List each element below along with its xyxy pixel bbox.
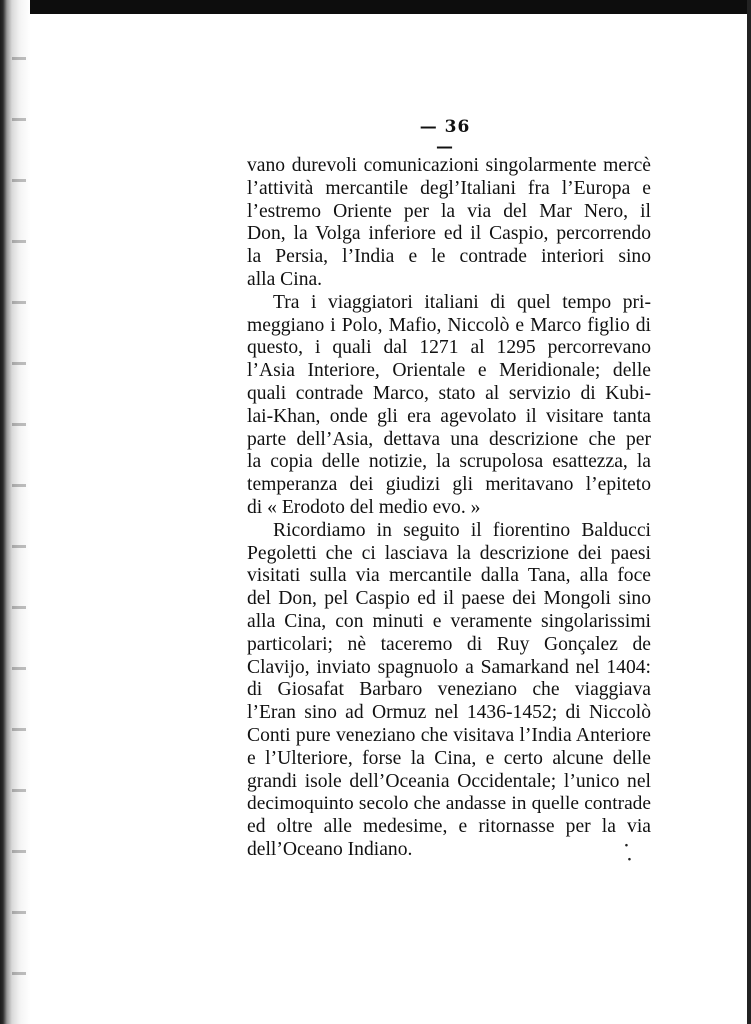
text-line: decimoquinto secolo che andasse in quelle contrade [247,793,651,815]
text-line: grandi isole dell’Oceania Occidentale; l’unico nel [247,770,651,792]
text-line: alla Cina. [247,268,323,290]
text-line: l’attività mercantile degl’Italiani fra l’Europa e [247,177,651,199]
scan-right-border [747,0,751,1024]
text-line: Pegoletti che ci lasciava la descrizione dei paesi [247,542,651,564]
text-line: ed oltre alle medesime, e ritornasse per la via [247,816,651,838]
text-line: l’estremo Oriente per la via del Mar Nero, il [247,200,651,222]
text-line: visitati sulla via mercantile dalla Tana, alla foce [247,565,651,587]
scan-left-specks [12,20,26,1010]
text-line: la Persia, l’India e le contrade interiori sino [247,246,651,268]
text-line: questo, i quali dal 1271 al 1295 percorrevano [247,337,651,359]
text-line: e l’Ulteriore, forse la Cina, e certo alcune delle [247,747,651,769]
text-line: l’Asia Interiore, Orientale e Meridionale; delle [247,360,651,382]
text-line: alla Cina, con minuti e veramente singolarissimi [247,610,651,632]
text-line: Conti pure veneziano che visitava l’India Anteriore [247,724,651,746]
text-line: lai-Khan, onde gli era agevolato il visitare tanta [247,405,651,427]
text-line: vano durevoli comunicazioni singolarmente mercè [247,155,651,176]
text-line: meggiano i Polo, Mafio, Niccolò e Marco figlio di [247,314,651,336]
print-speck: · [627,852,632,868]
text-line: Don, la Volga inferiore ed il Caspio, percorrendo [247,223,651,245]
text-line: particolari; nè taceremo di Ruy Gonçalez de [247,633,651,655]
text-line: di « Erodoto del medio evo. » [247,496,481,518]
text-line: parte dell’Asia, dettava una descrizione che per [247,428,651,450]
text-line: Clavijo, inviato spagnuolo a Samarkand nel 1404: [247,656,651,678]
text-line: dell’Oceano Indiano. [247,838,413,860]
text-line: del Don, pel Caspio ed il paese dei Mongoli sino [247,588,651,610]
body-text [247,155,651,862]
paragraph-start-line: Ricordiamo in seguito il fiorentino Balducci [273,519,651,541]
text-line: temperanza dei giudizi gli meritavano l’epiteto [247,474,651,496]
scan-top-border [0,0,751,14]
print-speck: · [624,838,629,854]
text-line: quali contrade Marco, stato al servizio di Kubi- [247,382,651,404]
text-line: l’Eran sino ad Ormuz nel 1436-1452; di Niccolò [247,702,651,724]
text-line: la copia delle notizie, la scrupolosa esattezza, la [247,451,651,473]
paragraph-start-line: Tra i viaggiatori italiani di quel tempo pri- [273,291,651,313]
text-line: di Giosafat Barbaro veneziano che viaggiava [247,679,651,701]
page-number: — 36 — [419,117,471,157]
